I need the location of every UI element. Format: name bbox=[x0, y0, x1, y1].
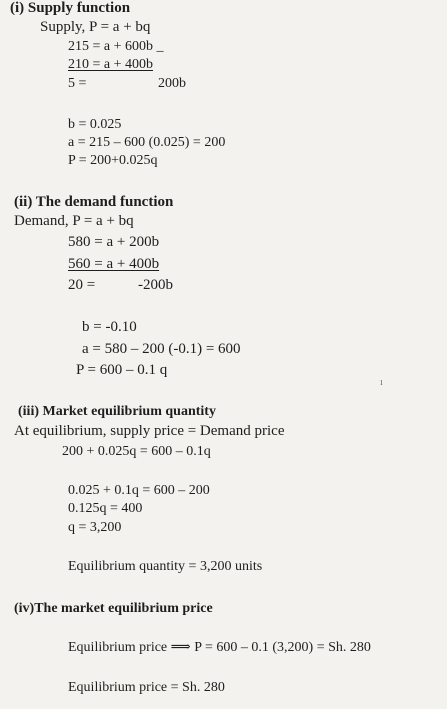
supply-b-value: b = 0.025 bbox=[68, 117, 122, 132]
demand-equation-general: Demand, P = a + bq bbox=[14, 213, 134, 229]
supply-equation-general: Supply, P = a + bq bbox=[40, 19, 151, 35]
section-heading-demand: (ii) The demand function bbox=[14, 194, 174, 210]
supply-equation-2: 210 = a + 400b bbox=[68, 57, 154, 72]
equilibrium-quantity-result: Equilibrium quantity = 3,200 units bbox=[68, 559, 263, 574]
section-heading-supply: (i) Supply function bbox=[10, 0, 131, 16]
equilibrium-step-2: 0.125q = 400 bbox=[68, 501, 143, 516]
demand-equation-1: 580 = a + 200b bbox=[68, 234, 160, 250]
supply-difference-left: 5 = bbox=[68, 76, 87, 91]
demand-difference-right: -200b bbox=[138, 277, 173, 293]
demand-equation-2: 560 = a + 400b bbox=[68, 256, 160, 272]
section-heading-equilibrium-price: (iv)The market equilibrium price bbox=[14, 601, 213, 616]
demand-a-value: a = 580 – 200 (-0.1) = 600 bbox=[82, 341, 241, 357]
demand-difference-left: 20 = bbox=[68, 277, 96, 293]
section-heading-equilibrium-quantity: (iii) Market equilibrium quantity bbox=[18, 404, 216, 419]
equilibrium-price-calculation: Equilibrium price ⟹ P = 600 – 0.1 (3,200) = Sh. 280 bbox=[68, 640, 371, 655]
equilibrium-equation: 200 + 0.025q = 600 – 0.1q bbox=[62, 444, 211, 459]
supply-difference-right: 200b bbox=[158, 76, 186, 91]
demand-b-value: b = -0.10 bbox=[82, 319, 137, 335]
equilibrium-q-value: q = 3,200 bbox=[68, 520, 122, 535]
supply-a-value: a = 215 – 600 (0.025) = 200 bbox=[68, 135, 226, 150]
equilibrium-step-1: 0.025 + 0.1q = 600 – 200 bbox=[68, 483, 210, 498]
supply-function-result: P = 200+0.025q bbox=[68, 153, 158, 168]
supply-equation-1: 215 = a + 600b _ bbox=[68, 39, 164, 54]
equilibrium-price-result: Equilibrium price = Sh. 280 bbox=[68, 680, 225, 695]
equilibrium-condition: At equilibrium, supply price = Demand price bbox=[14, 423, 285, 439]
demand-function-result: P = 600 – 0.1 q bbox=[76, 362, 168, 378]
scan-speck: ı bbox=[380, 377, 383, 388]
